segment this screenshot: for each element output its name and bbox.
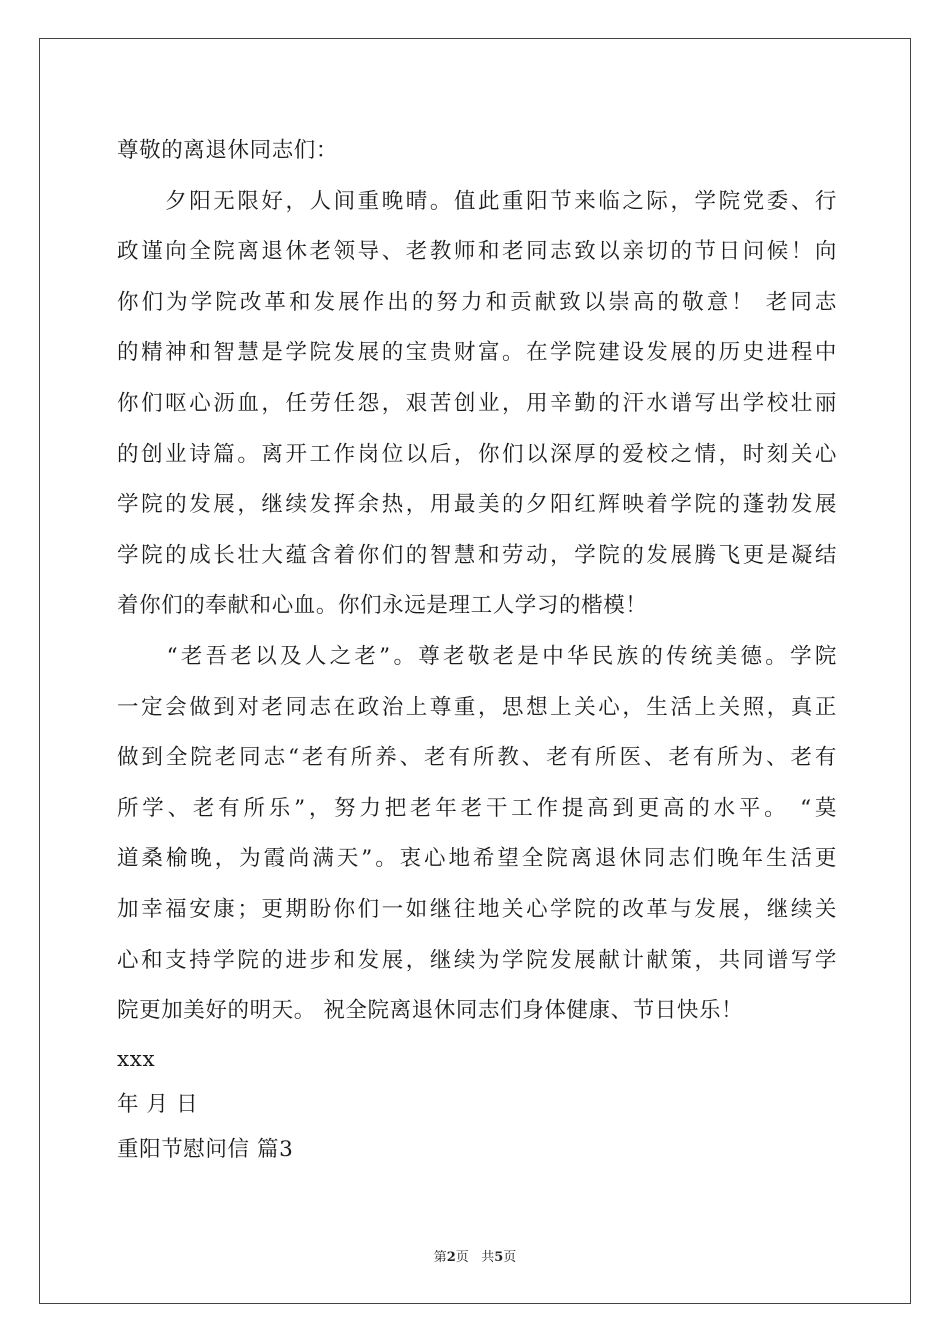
- next-heading: 重阳节慰问信 篇3: [117, 1136, 294, 1162]
- date-line: 年 月 日: [117, 1091, 199, 1117]
- paragraph-line: 加幸福安康；更期盼你们一如继往地关心学院的改革与发展，继续关: [117, 896, 837, 922]
- signer: xxx: [117, 1046, 156, 1072]
- footer-total-prefix: 共: [481, 1250, 495, 1265]
- paragraph-line: 一定会做到对老同志在政治上尊重，思想上关心，生活上关照，真正: [117, 694, 837, 720]
- paragraph-line: 着你们的奉献和心血。你们永远是理工人学习的楷模！: [117, 593, 648, 619]
- paragraph-line: 学院的发展，继续发挥余热，用最美的夕阳红辉映着学院的蓬勃发展: [117, 492, 837, 518]
- paragraph-line: 夕阳无限好，人间重晚晴。值此重阳节来临之际，学院党委、行: [117, 188, 837, 214]
- paragraph-line: 做到全院老同志“老有所养、老有所教、老有所医、老有所为、老有: [117, 745, 837, 771]
- footer-page-suffix: 页: [455, 1250, 469, 1265]
- paragraph-line: 道桑榆晚，为霞尚满天”。衷心地希望全院离退休同志们晚年生活更: [117, 846, 837, 872]
- paragraph-line: 政谨向全院离退休老领导、老教师和老同志致以亲切的节日问候！向: [117, 239, 837, 265]
- paragraph-line: 你们呕心沥血，任劳任怨，艰苦创业，用辛勤的汗水谱写出学校壮丽: [117, 390, 837, 416]
- paragraph-line: 的创业诗篇。离开工作岗位以后，你们以深厚的爱校之情，时刻关心: [117, 441, 837, 467]
- footer-total-suffix: 页: [503, 1250, 517, 1265]
- letter-body: [117, 126, 837, 1172]
- paragraph-line: “老吾老以及人之老”。尊老敬老是中华民族的传统美德。学院: [117, 643, 837, 669]
- footer-total-pages: 5: [494, 1250, 504, 1265]
- salutation: 尊敬的离退休同志们：: [117, 138, 339, 163]
- footer-page-number: 2: [446, 1250, 456, 1265]
- paragraph-line: 的精神和智慧是学院发展的宝贵财富。在学院建设发展的历史进程中: [117, 340, 837, 366]
- page-footer: [0, 1246, 950, 1265]
- paragraph-line: 所学、老有所乐”，努力把老年老干工作提高到更高的水平。 “莫: [117, 795, 837, 821]
- paragraph-line: 心和支持学院的进步和发展，继续为学院发展献计献策，共同谱写学: [117, 947, 837, 973]
- paragraph-line: 院更加美好的明天。 祝全院离退休同志们身体健康、节日快乐！: [117, 998, 744, 1024]
- paragraph-line: 你们为学院改革和发展作出的努力和贡献致以崇高的敬意！ 老同志: [117, 289, 837, 315]
- footer-prefix: 第: [433, 1250, 447, 1265]
- paragraph-line: 学院的成长壮大蕴含着你们的智慧和劳动，学院的发展腾飞更是凝结: [117, 542, 837, 568]
